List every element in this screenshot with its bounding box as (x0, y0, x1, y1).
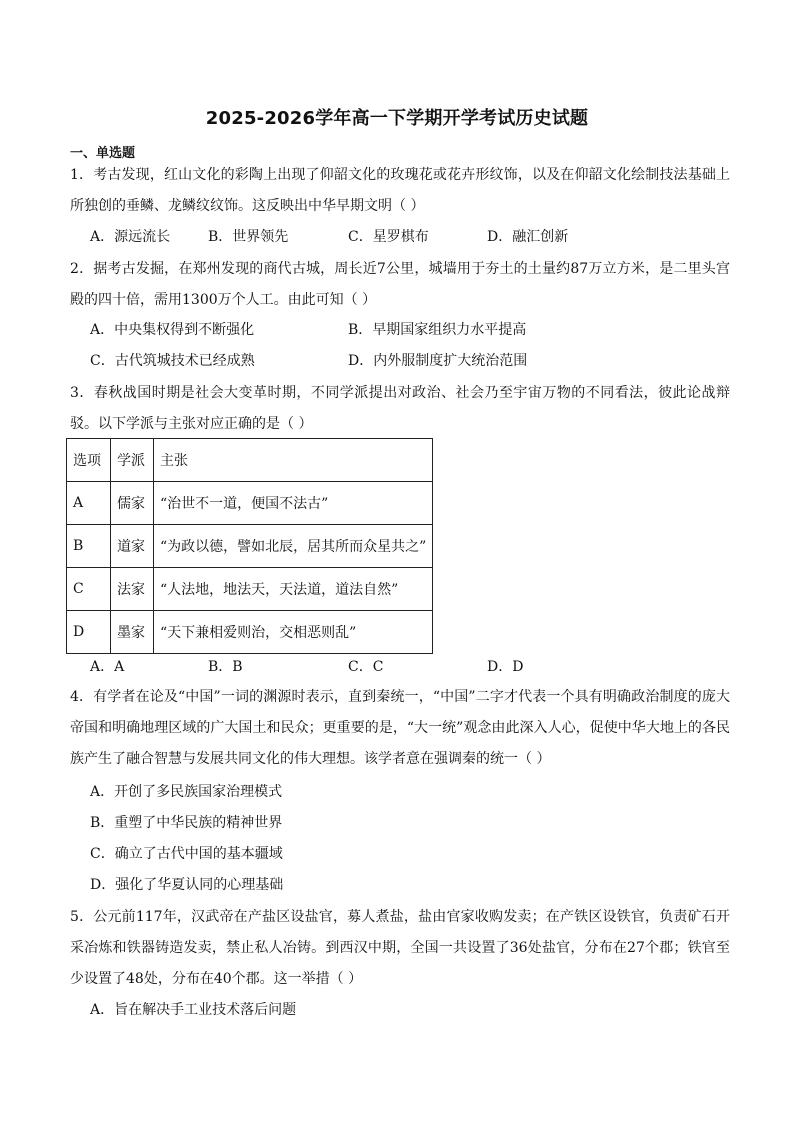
table-header-row (67, 439, 433, 482)
table-header-cell: 学派 (111, 439, 154, 482)
table-row (67, 482, 433, 525)
q4-option-b[interactable]: B．重塑了中华民族的精神世界 (90, 815, 283, 831)
table-cell: 儒家 (111, 482, 154, 525)
table-row (67, 611, 433, 654)
exam-title: 2025-2026学年高一下学期开学考试历史试题 (205, 108, 589, 129)
table-cell: B (67, 525, 111, 568)
q1-option-a[interactable]: A．源远流长 (90, 229, 171, 245)
q2-option-a[interactable]: A．中央集权得到不断强化 (90, 322, 255, 338)
q4-option-d[interactable]: D．强化了华夏认同的心理基础 (90, 877, 284, 893)
table-cell: 法家 (111, 568, 154, 611)
table-header-cell: 主张 (154, 439, 433, 482)
q3-option-c[interactable]: C．C (348, 659, 384, 675)
q3-option-d[interactable]: D．D (487, 659, 524, 675)
question-3-stem: 3．春秋战国时期是社会大变革时期，不同学派提出对政治、社会乃至宇宙万物的不同看法，彼此论战辩驳。以下学派与主张对应正确的是（ ） (70, 385, 730, 432)
q3-option-a[interactable]: A．A (90, 659, 125, 675)
question-2-stem: 2．据考古发掘，在郑州发现的商代古城，周长近7公里，城墙用于夯土的土量约87万立方米，是二里头宫殿的四十倍，需用1300万个人工。由此可知（ ） (70, 261, 730, 308)
q4-option-a[interactable]: A．开创了多民族国家治理模式 (90, 784, 283, 800)
table-cell: “人法地，地法天，天法道，道法自然” (154, 568, 433, 611)
q2-option-d[interactable]: D．内外服制度扩大统治范围 (348, 353, 528, 369)
q4-option-c[interactable]: C．确立了古代中国的基本疆域 (90, 846, 283, 862)
question-1-stem: 1．考古发现，红山文化的彩陶上出现了仰韶文化的玫瑰花或花卉形纹饰，以及在仰韶文化绘制技法基础上所独创的垂鳞、龙鳞纹纹饰。这反映出中华早期文明（ ） (70, 167, 730, 214)
table-cell: C (67, 568, 111, 611)
table-row (67, 525, 433, 568)
table-cell: “治世不一道，便国不法古” (154, 482, 433, 525)
q3-option-b[interactable]: B．B (208, 659, 243, 675)
section-heading: 一、单选题 (70, 146, 136, 161)
q2-option-c[interactable]: C．古代筑城技术已经成熟 (90, 353, 255, 369)
table-cell: A (67, 482, 111, 525)
table-cell: “天下兼相爱则治，交相恶则乱” (154, 611, 433, 654)
table-header-cell: 选项 (67, 439, 111, 482)
question-5-stem: 5．公元前117年，汉武帝在产盐区设盐官，募人煮盐，盐由官家收购发卖；在产铁区设铁官，负责矿石开采冶炼和铁器铸造发卖，禁止私人冶铸。到西汉中期，全国一共设置了36处盐官，分布在27个郡；铁官至少设置了48处，分布在40个郡。这一举措（ ） (70, 909, 730, 987)
table-cell: “为政以德，譬如北辰，居其所而众星共之” (154, 525, 433, 568)
table-row (67, 568, 433, 611)
q1-option-c[interactable]: C．星罗棋布 (348, 229, 429, 245)
table-cell: 道家 (111, 525, 154, 568)
question-4-stem: 4．有学者在论及“中国”一词的渊源时表示，直到秦统一，“中国”二字才代表一个具有明确政治制度的庞大帝国和明确地理区域的广大国土和民众；更重要的是，“大一统”观念由此深入人心，促使中华大地上的各民族产生了融合智慧与发展共同文化的伟大理想。该学者意在强调秦的统一（ ） (70, 689, 730, 767)
schools-table (66, 438, 433, 654)
q2-option-b[interactable]: B．早期国家组织力水平提高 (348, 322, 527, 338)
q1-option-b[interactable]: B．世界领先 (208, 229, 289, 245)
table-cell: 墨家 (111, 611, 154, 654)
q1-option-d[interactable]: D．融汇创新 (487, 229, 569, 245)
q5-option-a[interactable]: A．旨在解决手工业技术落后问题 (90, 1002, 297, 1018)
table-cell: D (67, 611, 111, 654)
